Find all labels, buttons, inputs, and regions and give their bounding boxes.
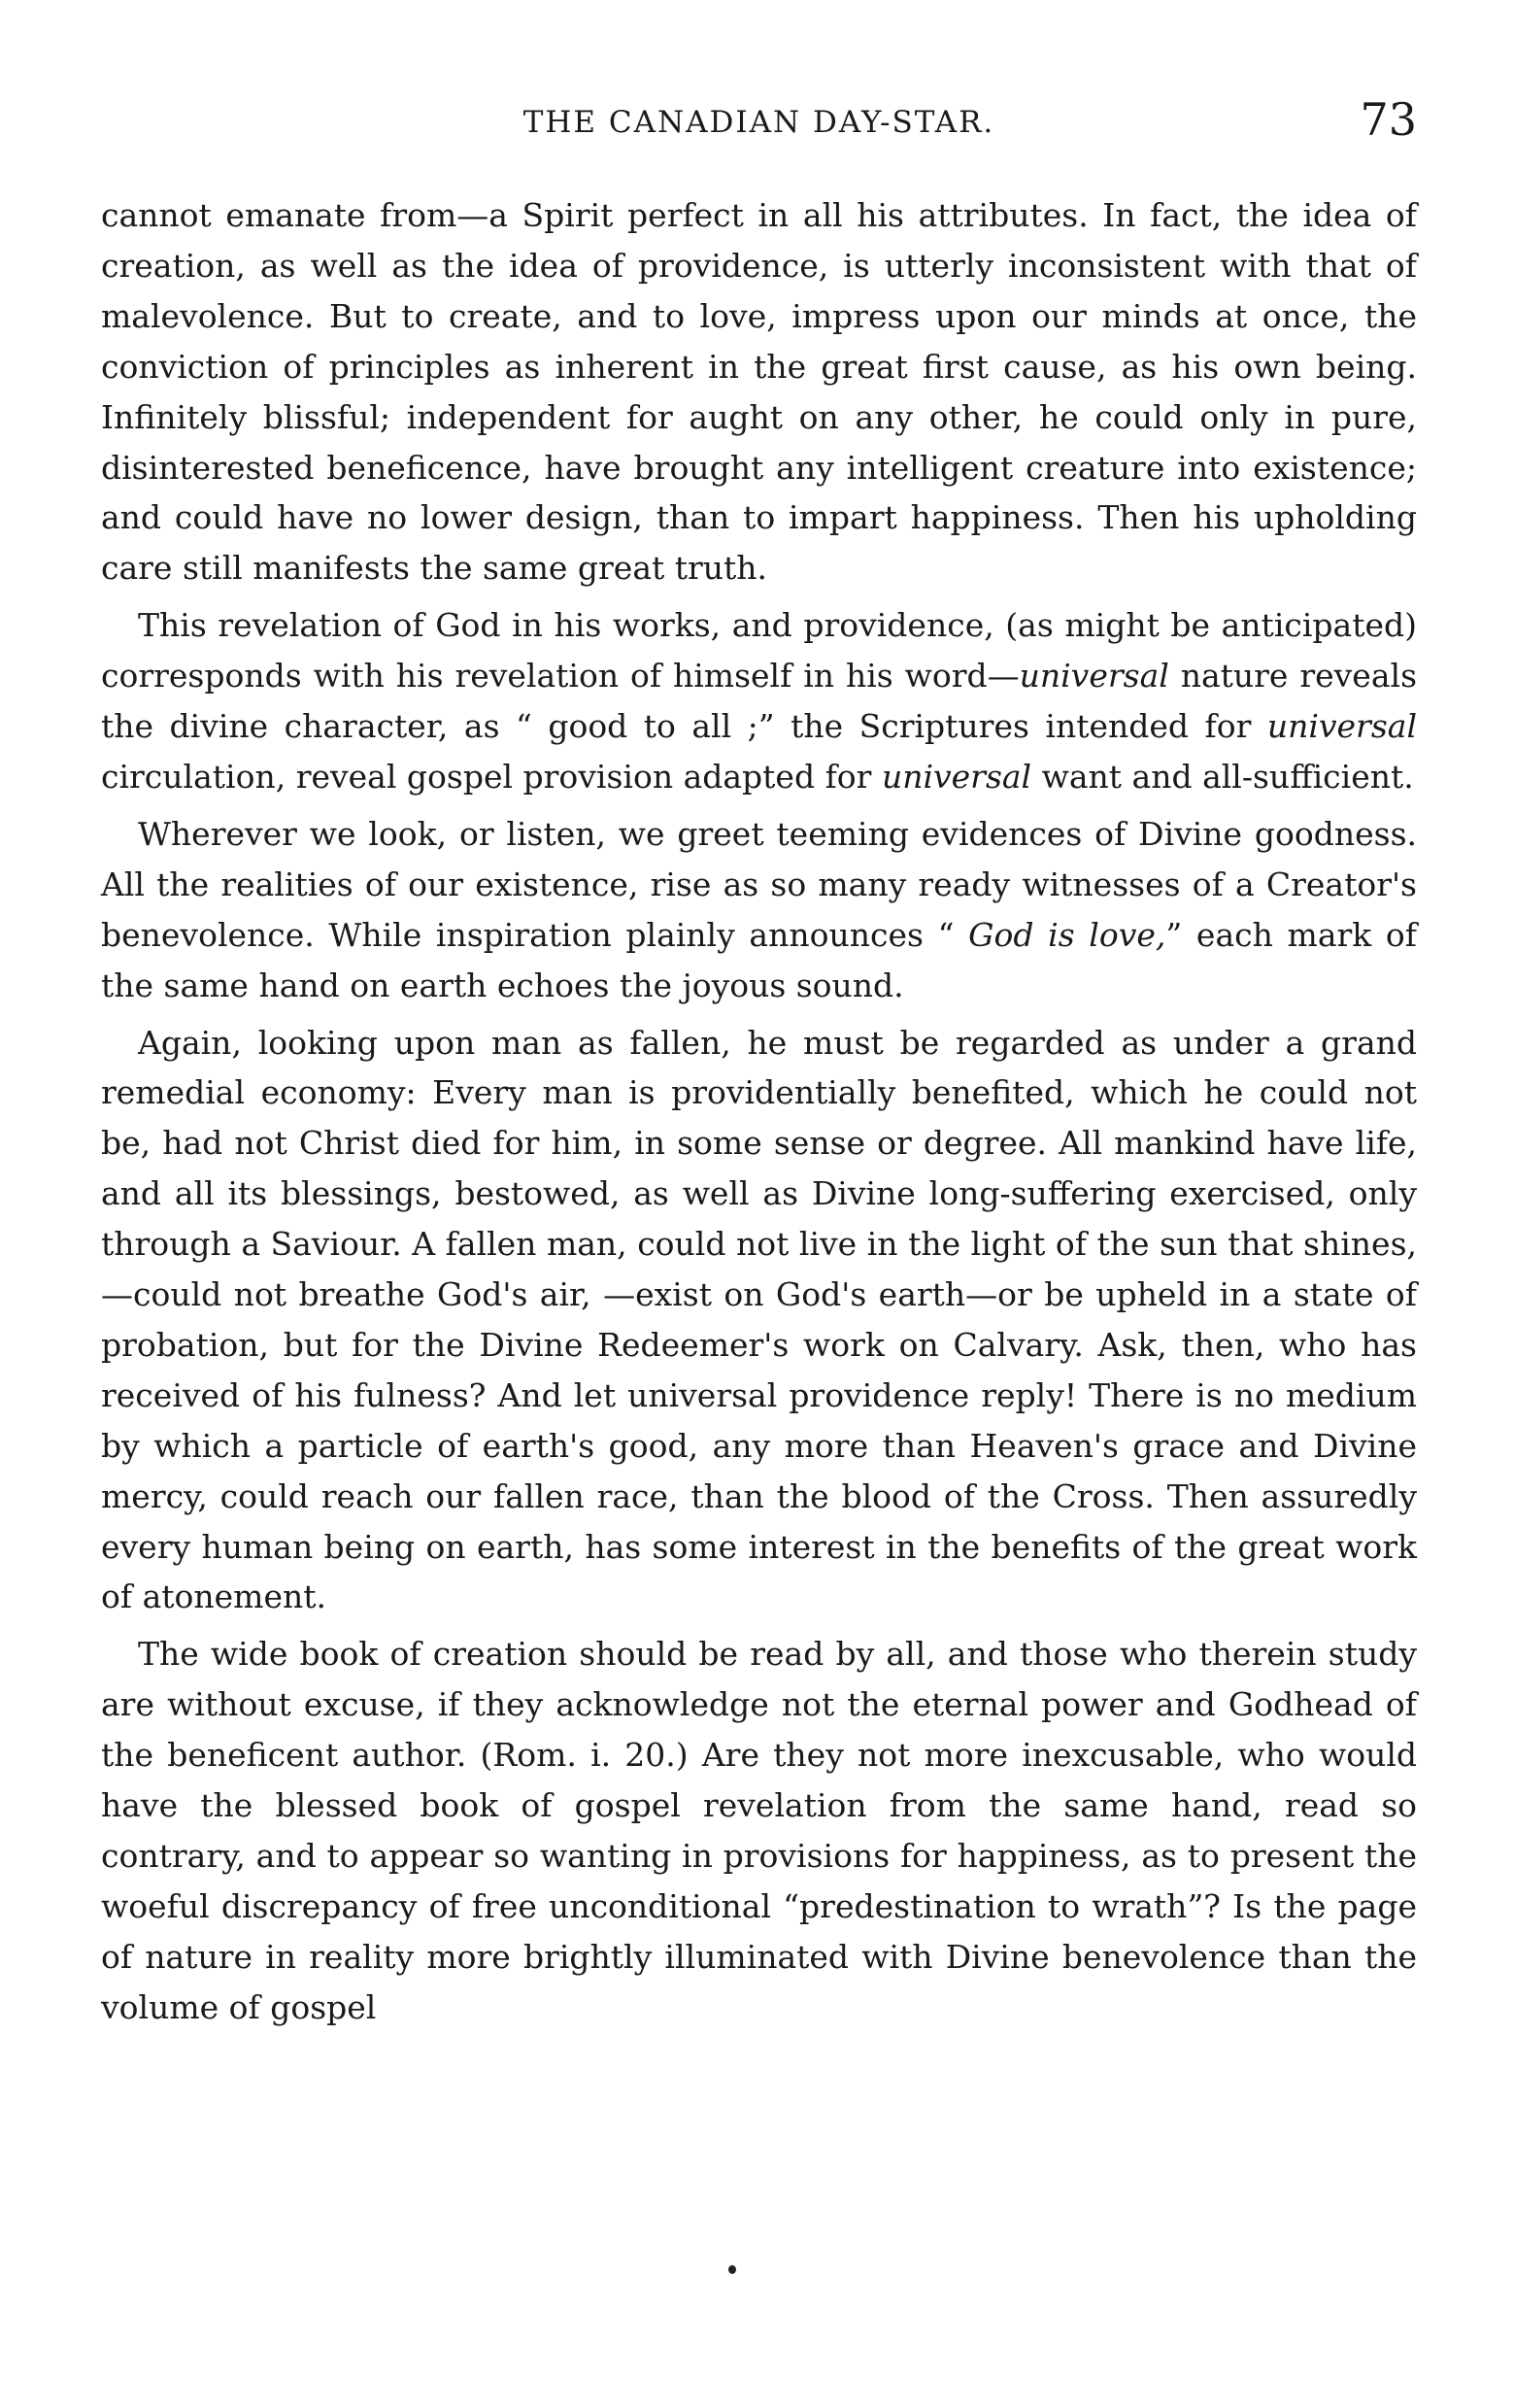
paragraph-3: [101, 809, 1417, 1011]
paragraph-2: [101, 600, 1417, 802]
signature-mark: [728, 2265, 736, 2274]
paragraph-2-italic-2: universal: [1266, 707, 1417, 746]
paragraph-3-part-2: ” each mark of the same hand on earth echoes the joyous sound.: [101, 915, 1418, 1004]
running-head: [101, 93, 1417, 152]
page-number: 73: [1360, 93, 1417, 146]
body-text: [101, 190, 1417, 2040]
running-title: THE CANADIAN DAY-STAR.: [522, 105, 995, 140]
paragraph-2-part-1: This revelation of God in his works, and providence, (as might be anticipated) corresponds with his revelation of himself in his word—: [101, 606, 1417, 695]
paragraph-5: The wide book of creation should be read by all, and those who therein study are without excuse, if they acknowledge not the eternal power and Godhead of the beneficent author. (Rom. i. 20.) Are they not more inexcusable, who would have the blessed book of gospel revelation from the same hand, read so contrary, and to appear so wanting in provisions for happiness, as to present the woeful discrepancy of free unconditional “predestination to wrath”? Is the page of nature in reality more brightly illuminated with Divine benevolence than the volume of gospel: [101, 1635, 1417, 2026]
paragraph-2-italic-1: universal: [1019, 657, 1169, 695]
paragraph-2-part-3: circulation, reveal gospel provision adapted for: [101, 757, 882, 796]
paragraph-1: cannot emanate from—a Spirit perfect in all his attributes. In fact, the idea of creation, as well as the idea of providence, is utterly inconsistent with that of malevolence. But to create, and to love, impress upon our minds at once, the conviction of principles as inherent in the great first cause, as his own being. Infinitely blissful; independent for aught on any other, he could only in pure, disinterested beneficence, have brought any intelligent creature into existence; and could have no lower design, than to impart happiness. Then his upholding care still manifests the same great truth.: [101, 196, 1417, 588]
paragraph-3-part-1: Wherever we look, or listen, we greet teeming evidences of Divine goodness. All the realities of our existence, rise as so many ready witnesses of a Creator's benevolence. While inspiration plainly announces “: [101, 814, 1417, 954]
paragraph-2-italic-3: universal: [881, 757, 1032, 796]
paragraph-3-italic-1: God is love,: [968, 915, 1166, 954]
paragraph-4: Again, looking upon man as fallen, he must be regarded as under a grand remedial economy: Every man is providentially benefited, which he could not be, had not Christ died for him, in some sense or degree. All mankind have life, and all its blessings, bestowed, as well as Divine long-suffering exercised, only through a Saviour. A fallen man, could not live in the light of the sun that shines,—could not breathe God's air, —exist on God's earth—or be upheld in a state of probation, but for the Divine Redeemer's work on Calvary. Ask, then, who has received of his fulness? And let universal providence reply! There is no medium by which a particle of earth's good, any more than Heaven's grace and Divine mercy, could reach our fallen race, than the blood of the Cross. Then assuredly every human being on earth, has some interest in the benefits of the great work of atonement.: [101, 1023, 1417, 1616]
paragraph-2-part-4: want and all-sufficient.: [1031, 757, 1414, 796]
paragraph-2-part-2: nature reveals the divine character, as “ good to all ;” the Scriptures intended for: [101, 657, 1418, 746]
